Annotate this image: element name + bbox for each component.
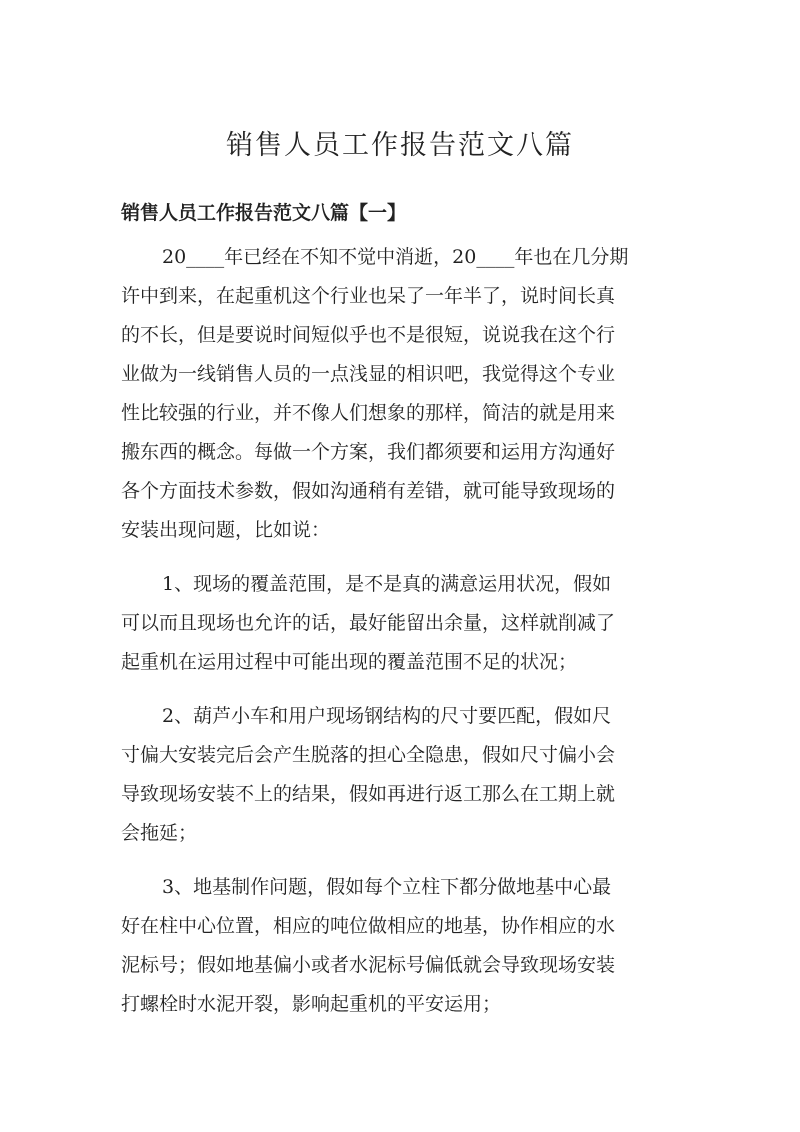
text-line: 会拖延； xyxy=(121,822,198,844)
text-line: 性比较强的行业，并不像人们想象的那样，简洁的就是用来 xyxy=(121,402,616,424)
text-line: 好在柱中心位置，相应的吨位做相应的地基，协作相应的水 xyxy=(121,915,616,937)
text-line: 导致现场安装不上的结果，假如再进行返工那么在工期上就 xyxy=(121,783,616,805)
page-title: 销售人员工作报告范文八篇 xyxy=(226,130,574,161)
body-text xyxy=(121,238,681,1039)
text-line: 泥标号；假如地基偏小或者水泥标号偏低就会导致现场安装 xyxy=(121,954,616,976)
text-line: 2、葫芦小车和用户现场钢结构的尺寸要匹配，假如尺 xyxy=(162,705,612,727)
text-line: 1、现场的覆盖范围，是不是真的满意运用状况，假如 xyxy=(162,573,612,595)
text-line: 安装出现问题，比如说： xyxy=(121,519,331,541)
text-line: 搬东西的概念。每做一个方案，我们都须要和运用方沟通好 xyxy=(121,441,616,463)
text-line: 寸偏大安装完后会产生脱落的担心全隐患，假如尺寸偏小会 xyxy=(121,744,616,766)
text-line: 许中到来，在起重机这个行业也呆了一年半了，说时间长真 xyxy=(121,285,616,307)
text-line: 业做为一线销售人员的一点浅显的相识吧，我觉得这个专业 xyxy=(121,363,616,385)
paragraph-3 xyxy=(121,697,681,853)
text-line: 20____年已经在不知不觉中消逝，20____年也在几分期 xyxy=(162,246,629,268)
text-line: 可以而且现场也允许的话，最好能留出余量，这样就削减了 xyxy=(121,612,616,634)
paragraph-2 xyxy=(121,565,681,682)
text-line: 打螺栓时水泥开裂，影响起重机的平安运用； xyxy=(121,993,502,1015)
text-line: 起重机在运用过程中可能出现的覆盖范围不足的状况； xyxy=(121,651,578,673)
text-line: 各个方面技术参数，假如沟通稍有差错，就可能导致现场的 xyxy=(121,480,616,502)
section-heading: 销售人员工作报告范文八篇【一】 xyxy=(121,202,407,224)
paragraph-1 xyxy=(121,238,681,550)
text-line: 3、地基制作问题，假如每个立柱下都分做地基中心最 xyxy=(162,876,612,898)
paragraph-4 xyxy=(121,868,681,1024)
text-line: 的不长，但是要说时间短似乎也不是很短，说说我在这个行 xyxy=(121,324,616,346)
